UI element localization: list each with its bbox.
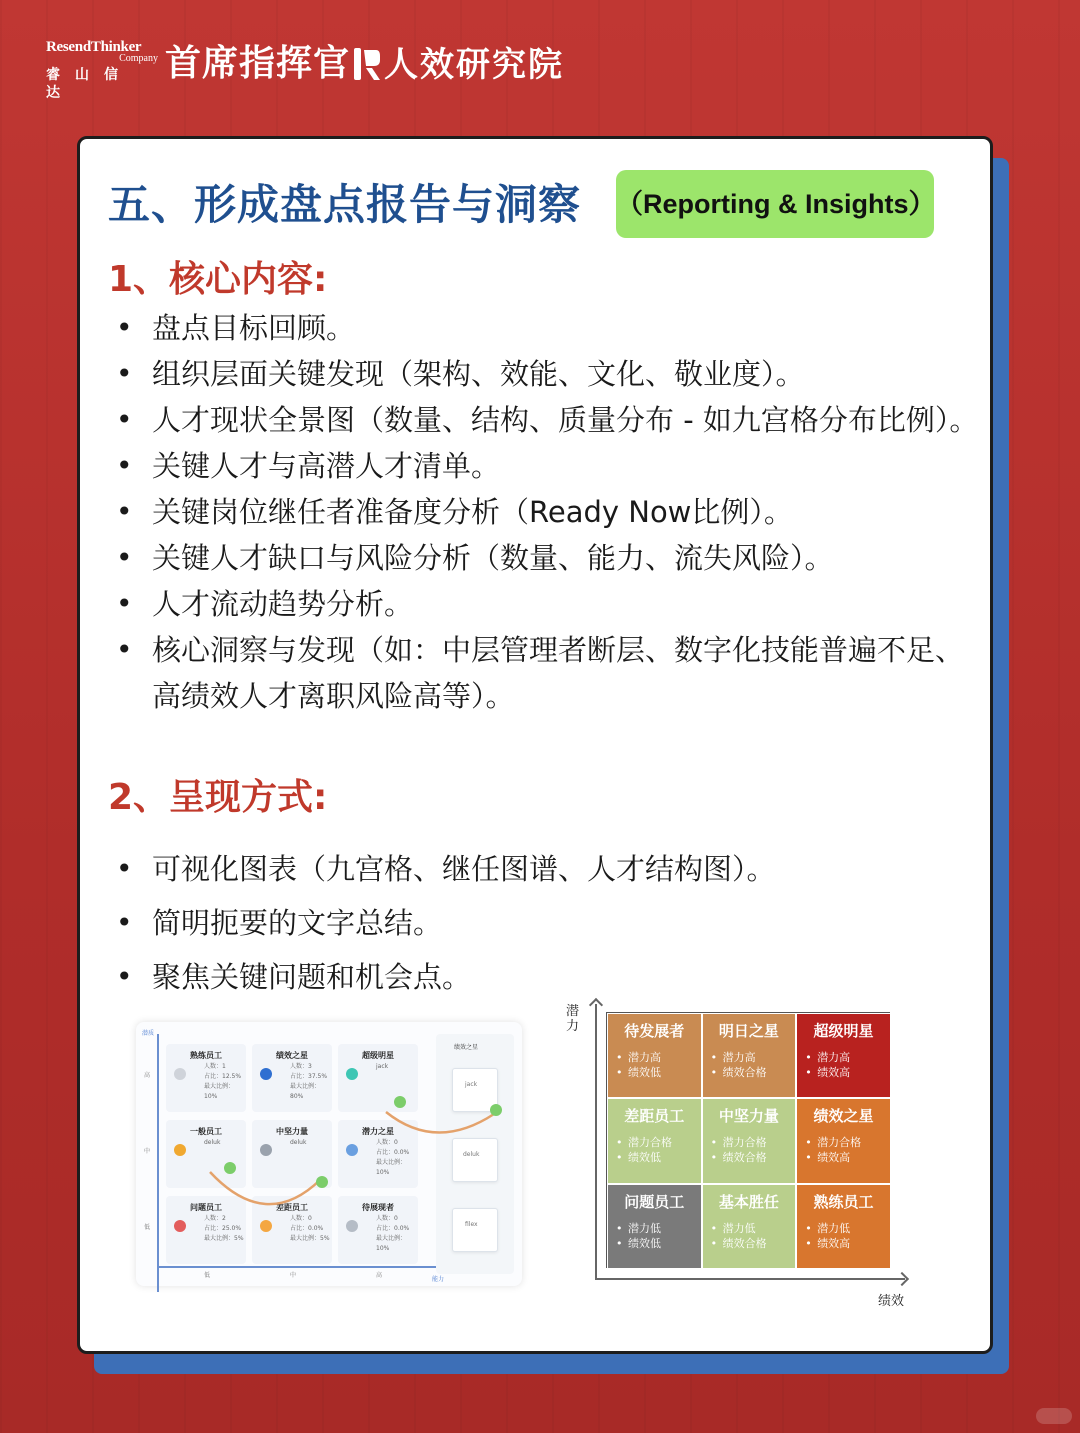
mini-cell-line: 占比：0.0% [376, 1225, 410, 1232]
mini-row-label: 低 [144, 1224, 151, 1231]
mini-col-label: 高 [376, 1272, 383, 1279]
mini-person-name: jack [465, 1081, 478, 1088]
nine-box-cell-desc [711, 1221, 767, 1251]
mini-cell-line: deluk [290, 1139, 307, 1146]
mini-cell-line: 占比：0.0% [376, 1149, 410, 1156]
nine-box-cell-title: 绩效之星 [813, 1107, 874, 1126]
mini-cell-line: deluk [204, 1139, 221, 1146]
mini-cell-title: 待展现者 [362, 1203, 394, 1212]
nine-box-cell-title: 问题员工 [624, 1192, 685, 1211]
nine-box-cell-title: 待发展者 [624, 1022, 685, 1040]
mini-cell-line: 最大比例：80% [290, 1083, 321, 1100]
mini-cell-line: 占比：12.5% [204, 1073, 242, 1080]
nine-box-cell-line: • 绩效高 [805, 1150, 861, 1165]
nine-box-cell-line: • 潜力合格 [711, 1135, 767, 1150]
nine-box-y-axis [595, 1004, 597, 1280]
mini-cell-line: 最大比例：10% [204, 1083, 235, 1100]
section-title: 五、形成盘点报告与洞察 [108, 180, 582, 229]
presentation-heading: 2、呈现方式: [108, 777, 328, 818]
mini-cell-title: 绩效之星 [276, 1051, 308, 1060]
mini-cell-title: 一般员工 [190, 1127, 222, 1136]
company-logo-co: Company [119, 53, 158, 64]
nine-box-cell-title: 中坚力量 [718, 1107, 779, 1126]
nine-box-cell [796, 1098, 891, 1183]
mini-cell-line: 占比：0.0% [290, 1225, 324, 1232]
nine-box-cell-title: 差距员工 [624, 1107, 685, 1126]
nine-box-cell-desc [616, 1221, 661, 1251]
list-item: • 关键岗位继任者准备度分析（Ready Now比例）。 [116, 489, 986, 535]
header-subtitle: 人效研究院 [384, 45, 564, 85]
nine-box-cell-title: 熟练员工 [813, 1192, 874, 1211]
list-item: • 盘点目标回顾。 [116, 305, 986, 351]
nine-box-cell-title: 明日之星 [718, 1022, 779, 1040]
nine-box-cell [796, 1184, 891, 1269]
mini-x-label: 能力 [432, 1276, 445, 1283]
drag-arrow-icon [136, 1022, 522, 1286]
nine-box-cell [702, 1013, 797, 1098]
mini-cell-line: 人数：0 [376, 1215, 398, 1222]
list-item: • 组织层面关键发现（架构、效能、文化、敬业度）。 [116, 351, 986, 397]
nine-box-cell-desc [805, 1221, 850, 1251]
list-item: • 简明扼要的文字总结。 [116, 896, 986, 950]
nine-box-cell-line: • 绩效合格 [711, 1065, 767, 1080]
company-logo-cn: 睿山信达 [46, 67, 133, 101]
talent-grid-screenshot [136, 1022, 522, 1286]
list-item: • 关键人才与高潜人才清单。 [116, 443, 986, 489]
nine-box-cell-line: • 绩效低 [616, 1150, 672, 1165]
nine-box-cell-line: • 潜力高 [616, 1050, 661, 1065]
mini-cell-title: 超级明星 [362, 1051, 394, 1060]
core-list [116, 305, 986, 719]
mini-cell-line: 最大比例：5% [204, 1235, 244, 1242]
company-logo-en: ResendThinker [46, 39, 142, 55]
nine-box-cell-line: • 潜力低 [805, 1221, 850, 1236]
nine-box-cell-desc [711, 1135, 767, 1165]
nine-box-cell-line: • 绩效低 [616, 1236, 661, 1251]
nine-box-cell [796, 1013, 891, 1098]
mini-cell-line: 最大比例：10% [376, 1235, 407, 1252]
mini-cell-line: 最大比例：5% [290, 1235, 330, 1242]
list-item: • 聚焦关键问题和机会点。 [116, 950, 986, 1004]
nine-box-cell-line: • 绩效低 [616, 1065, 661, 1080]
list-item: • 可视化图表（九宫格、继任图谱、人才结构图）。 [116, 842, 986, 896]
mini-side-title: 绩效之星 [454, 1044, 479, 1051]
mini-cell-line: 人数：1 [204, 1063, 226, 1070]
nine-box-cell [702, 1098, 797, 1183]
nine-box-grid [606, 1012, 890, 1268]
mini-cell-title: 差距员工 [276, 1203, 308, 1212]
nine-box-cell-desc [805, 1135, 861, 1165]
mini-cell-line: 人数：2 [204, 1215, 226, 1222]
list-item: • 核心洞察与发现（如：中层管理者断层、数字化技能普遍不足、高绩效人才离职风险高等）。 [116, 627, 986, 719]
nine-box-cell-line: • 潜力高 [805, 1050, 850, 1065]
mini-cell-title: 熟练员工 [190, 1051, 222, 1060]
list-item: • 关键人才缺口与风险分析（数量、能力、流失风险）。 [116, 535, 986, 581]
mini-cell-line: 人数：0 [290, 1215, 312, 1222]
nine-box-cell-line: • 绩效高 [805, 1236, 850, 1251]
nine-box-cell [607, 1184, 702, 1269]
mini-col-label: 中 [290, 1272, 297, 1279]
nine-box-x-axis [595, 1278, 905, 1280]
nine-box-cell-line: • 绩效合格 [711, 1236, 767, 1251]
presentation-list [116, 842, 986, 1004]
mini-row-label: 高 [144, 1072, 151, 1079]
mini-cell-line: 人数：0 [376, 1139, 398, 1146]
nine-box-cell [607, 1013, 702, 1098]
nine-box-cell-line: • 绩效合格 [711, 1150, 767, 1165]
nine-box-cell-desc [616, 1050, 661, 1080]
nine-box-cell-title: 超级明星 [813, 1022, 874, 1040]
nine-box-cell-desc [711, 1050, 767, 1080]
nine-box-cell-line: • 潜力合格 [616, 1135, 672, 1150]
mini-y-label: 潜质 [142, 1030, 155, 1037]
header-title: 首席指挥官 [165, 43, 351, 84]
nine-box-cell [607, 1098, 702, 1183]
mini-person-name: deluk [463, 1151, 480, 1158]
mini-cell-line: jack [376, 1063, 389, 1070]
section-badge: （Reporting & Insights） [616, 170, 934, 238]
mini-cell-line: 占比：37.5% [290, 1073, 328, 1080]
mini-cell-line: 占比：25.0% [204, 1225, 242, 1232]
watermark [1036, 1408, 1072, 1424]
nine-box-cell-desc [805, 1050, 850, 1080]
mini-cell-title: 中坚力量 [276, 1127, 308, 1136]
list-item: • 人才现状全景图（数量、结构、质量分布 - 如九宫格分布比例）。 [116, 397, 986, 443]
list-item: • 人才流动趋势分析。 [116, 581, 986, 627]
mini-person-name: filex [465, 1221, 478, 1228]
mini-cell-line: 最大比例：10% [376, 1159, 407, 1176]
mini-cell-title: 问题员工 [190, 1203, 222, 1212]
brand-mark-icon [352, 46, 382, 82]
nine-box-cell [702, 1184, 797, 1269]
nine-box-cell-line: • 绩效高 [805, 1065, 850, 1080]
company-logo [46, 40, 158, 102]
nine-box-cell-line: • 潜力高 [711, 1050, 767, 1065]
nine-box-x-label: 绩效 [878, 1294, 905, 1309]
nine-box-cell-line: • 潜力低 [616, 1221, 661, 1236]
nine-box-cell-line: • 潜力低 [711, 1221, 767, 1236]
nine-box-y-label: 潜力 [566, 1004, 580, 1034]
nine-box-cell-desc [616, 1135, 672, 1165]
nine-box-cell-title: 基本胜任 [718, 1192, 779, 1211]
nine-box-cell-line: • 潜力合格 [805, 1135, 861, 1150]
mini-cell-line: 人数：3 [290, 1063, 312, 1070]
mini-col-label: 低 [204, 1272, 211, 1279]
mini-row-label: 中 [144, 1148, 151, 1155]
mini-cell-title: 潜力之星 [362, 1127, 394, 1136]
core-heading: 1、核心内容: [108, 259, 328, 300]
